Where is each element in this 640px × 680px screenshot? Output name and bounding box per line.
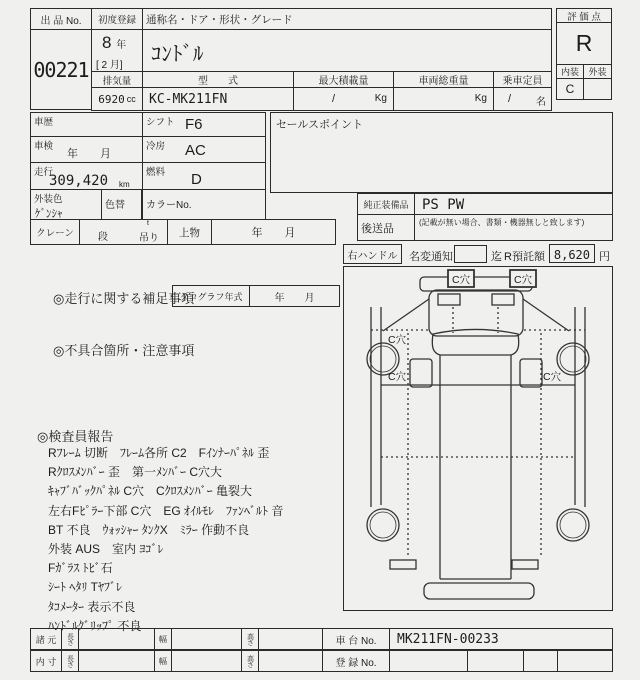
inspector-line: Rｸﾛｽﾒﾝﾊﾞｰ 歪 第一ﾒﾝﾊﾞｰ C穴大: [48, 465, 223, 480]
inspection-value: 年 月: [67, 148, 111, 160]
mileage-km-unit: km: [119, 180, 130, 189]
inner-height-value-cell: [258, 650, 323, 672]
mileage-note-heading: ◎走行に関する補足事項: [53, 291, 195, 306]
shift-value: F6: [185, 116, 203, 133]
first-reg-label-cell: [91, 8, 143, 30]
rear-bumper: [424, 583, 534, 599]
inspector-line: ﾊﾝﾄﾞﾙｸﾞﾘｯﾌﾟ 不良: [48, 618, 142, 633]
inner-length-value-cell: [78, 650, 155, 672]
cab-window-left: [438, 294, 460, 305]
inspection-cell: [30, 136, 143, 163]
inspector-report: [48, 444, 283, 636]
color-change-cell: [101, 189, 142, 220]
crane-label: クレーン: [36, 228, 74, 239]
crane-stage-label: 段: [98, 232, 108, 243]
lot-no-label-cell: [30, 8, 92, 30]
aircon-value: AC: [185, 142, 206, 159]
later-items-note-cell: [414, 214, 613, 241]
shift-cell: [142, 112, 266, 137]
capacity-unit: 名: [536, 97, 546, 108]
interior-label: 内装: [560, 67, 579, 77]
color-change-label: 色替: [105, 200, 125, 211]
later-items-label-cell: [357, 214, 415, 241]
spec-length-label-cell: [61, 628, 79, 650]
hole-marker-left-lower: C穴: [388, 371, 407, 383]
inner-dim-label: 内 寸: [35, 656, 57, 667]
name-label-cell: [142, 8, 552, 30]
mileage-label: 走行: [34, 167, 54, 178]
deposit-label: R預託額: [504, 251, 545, 263]
fuel-value: D: [191, 171, 202, 188]
payload-value-cell: [293, 87, 394, 111]
capacity-slash: /: [508, 93, 512, 105]
rear-left-wheel: [367, 509, 399, 541]
body-value-cell: [211, 219, 336, 245]
spec-height-value-cell: [258, 628, 323, 650]
hole-marker-front-right: C穴: [514, 274, 533, 286]
displacement-label: 排気量: [102, 75, 132, 87]
ext-color-cell: [30, 189, 102, 220]
left-step: [410, 359, 432, 387]
exterior-grade-cell: [583, 78, 612, 100]
spec-width-label-cell: [154, 628, 172, 650]
spec-label-cell: [30, 628, 62, 650]
deposit-value-box: [549, 244, 595, 263]
ext-color-label: 外装色: [34, 194, 63, 205]
inspection-label: 車検: [34, 141, 54, 152]
inner-length-label-cell: [61, 650, 79, 672]
inner-dim-label-cell: [30, 650, 62, 672]
truck-top-view-diagram: [344, 267, 612, 610]
height-label: 高さ: [246, 655, 254, 667]
hole-marker-right-lower: C穴: [543, 371, 562, 383]
height-label: 高さ: [246, 633, 254, 645]
capacity-label: 乗車定員: [502, 76, 543, 87]
mileage-cell: [30, 162, 143, 190]
reg-no-cell-4: [557, 650, 613, 672]
lot-no-label: 出 品 No.: [40, 15, 82, 27]
spec-width-value-cell: [171, 628, 242, 650]
crane-label-cell: [30, 219, 80, 245]
tacho-label: タコグラフ年式: [179, 291, 243, 302]
fuel-label: 燃料: [146, 167, 166, 178]
exterior-label: 外装: [588, 67, 607, 77]
capacity-label-cell: [493, 71, 552, 88]
model-value: KC-MK211FN: [149, 92, 228, 107]
name-value-cell: [142, 29, 552, 72]
gross-weight-label-cell: [393, 71, 494, 88]
inner-height-label-cell: [241, 650, 259, 672]
year-suffix: 年: [116, 40, 127, 51]
exterior-label-cell: [583, 64, 612, 79]
body-label: 上物: [179, 226, 200, 239]
name-change-label: 名変通知: [409, 251, 453, 263]
made-label: 迄: [491, 251, 502, 263]
width-label: 幅: [159, 634, 167, 644]
defect-heading: ◎不具合箇所・注意事項: [53, 343, 195, 358]
tacho-label-cell: [172, 285, 250, 307]
spec-length-value-cell: [78, 628, 155, 650]
reg-no-cell-3: [523, 650, 558, 672]
rear-left-tab: [390, 560, 416, 569]
vehicle-diagram-box: [343, 266, 613, 611]
payload-label-cell: [293, 71, 394, 88]
body-value: 年 月: [251, 227, 296, 239]
handle-badge: [343, 244, 402, 264]
model-value-cell: [142, 87, 294, 111]
chassis-no-value: MK211FN-00233: [397, 632, 499, 647]
width-label: 幅: [159, 656, 167, 666]
grade-label: 評 価 点: [567, 11, 601, 23]
front-right-wheel: [557, 343, 589, 375]
later-items-note: (記載が無い場合、書類・機器無しと致します): [419, 218, 585, 227]
crane-spec-cell: [79, 219, 168, 245]
name-change-blank-box: [454, 245, 487, 263]
lot-no-value: 00221: [33, 57, 89, 82]
first-reg-value-cell: [91, 29, 143, 72]
ext-color-value: ｹﾞﾝｼｬ: [35, 208, 63, 220]
grade-value: R: [575, 30, 593, 56]
gross-weight-value-cell: [393, 87, 494, 111]
gross-kg-unit: Kg: [474, 93, 487, 104]
shift-label: シフト: [146, 117, 175, 128]
chassis-no-label-cell: [322, 628, 390, 650]
payload-slash: /: [332, 93, 336, 105]
grade-label-cell: [556, 8, 612, 23]
inner-width-label-cell: [154, 650, 172, 672]
crane-ton-label: t: [147, 220, 149, 227]
rear-right-tab: [512, 560, 538, 569]
inspector-heading: ◎検査員報告: [37, 429, 114, 444]
history-cell: [30, 112, 143, 137]
interior-grade-cell: [556, 78, 584, 100]
model-label: 型 式: [198, 76, 238, 87]
length-label: 長さ: [66, 655, 74, 667]
aircon-cell: [142, 136, 266, 163]
inspector-line: Fｶﾞﾗｽ ﾄﾋﾞ石: [48, 561, 113, 576]
spec-height-label-cell: [241, 628, 259, 650]
reg-no-cell-2: [467, 650, 524, 672]
body-label-cell: [167, 219, 212, 245]
inspector-line: ﾀｺﾒｰﾀｰ 表示不良: [48, 599, 136, 614]
interior-grade: C: [565, 82, 575, 96]
history-label: 車歴: [34, 117, 54, 128]
payload-kg-unit: Kg: [374, 93, 387, 104]
oem-equipment-value: PS PW: [422, 197, 465, 213]
fuel-cell: [142, 162, 266, 190]
inner-width-value-cell: [171, 650, 242, 672]
grade-value-cell: [556, 22, 612, 65]
first-reg-year: 8 年: [102, 33, 127, 52]
cc-unit: cc: [126, 94, 136, 104]
hole-marker-left-upper: C穴: [388, 334, 407, 346]
gross-weight-label: 車両総重量: [418, 76, 469, 87]
reg-no-cell-1: [389, 650, 468, 672]
model-label-cell: [142, 71, 294, 88]
right-step: [520, 359, 542, 387]
first-reg-month: [ 2 月]: [96, 60, 123, 71]
inspector-line: ｼｰﾄ ﾍﾀﾘ Tﾔﾌﾞﾚ: [48, 580, 122, 595]
oem-equipment-label: 純正装備品: [363, 199, 409, 210]
cab-window-right: [492, 294, 514, 305]
inspector-line: ｷｬﾌﾞﾊﾞｯｸﾊﾟﾈﾙ C穴 Cｸﾛｽﾒﾝﾊﾞｰ 亀裂大: [48, 484, 253, 499]
sales-point-box: [270, 112, 613, 193]
displacement-label-cell: [91, 71, 143, 88]
rear-right-wheel: [557, 509, 589, 541]
yen-label: 円: [599, 251, 610, 263]
length-label: 長さ: [66, 633, 74, 645]
color-no-cell: [142, 189, 266, 220]
reg-no-label: 登 録 No.: [335, 657, 377, 669]
later-items-label: 後送品: [361, 223, 394, 235]
spec-label: 諸 元: [35, 634, 57, 645]
inspector-line: 外装 AUS 室内 ﾖｺﾞﾚ: [48, 542, 164, 557]
aircon-label: 冷房: [146, 141, 166, 152]
windshield: [432, 330, 518, 356]
payload-label: 最大積載量: [318, 76, 369, 87]
handle-label: 右ハンドル: [347, 250, 398, 262]
displacement-value: 6920: [98, 92, 125, 106]
tacho-value-cell: [249, 285, 340, 307]
interior-label-cell: [556, 64, 584, 79]
reg-no-label-cell: [322, 650, 390, 672]
hole-marker-front-left: C穴: [452, 274, 471, 286]
mileage-value: 309,420: [49, 173, 109, 189]
inspector-line: BT 不良 ｳｫｯｼｬｰ ﾀﾝｸX ﾐﾗｰ 作動不良: [48, 522, 250, 537]
tacho-value: 年 月: [274, 292, 315, 304]
oem-equipment-label-cell: [357, 193, 415, 215]
sales-point-label: セールスポイント: [276, 119, 364, 131]
oem-equipment-value-cell: [414, 193, 613, 215]
deposit-value: 8,620: [553, 248, 590, 262]
first-reg-label: 初度登録: [97, 15, 136, 26]
vehicle-name: ｺﾝﾄﾞﾙ: [151, 43, 204, 66]
displacement-value-cell: [91, 87, 143, 111]
inspector-line: Rﾌﾚｰﾑ 切断 ﾌﾚｰﾑ各所 C2 Fｲﾝﾅｰﾊﾟﾈﾙ 歪: [48, 446, 270, 460]
inspector-line: 左右Fﾋﾟﾗｰ下部 C穴 EG ｵｲﾙﾓﾚ ﾌｧﾝﾍﾞﾙﾄ 音: [48, 503, 284, 518]
name-label: 通称名・ドア・形状・グレード: [146, 14, 293, 26]
capacity-value-cell: [493, 87, 552, 111]
chassis-no-value-cell: [389, 628, 613, 650]
chassis-no-label: 車 台 No.: [335, 635, 377, 647]
crane-lift-label: 吊り: [139, 233, 159, 244]
lot-no-value-cell: [30, 29, 92, 110]
color-no-label: カラーNo.: [146, 200, 192, 211]
